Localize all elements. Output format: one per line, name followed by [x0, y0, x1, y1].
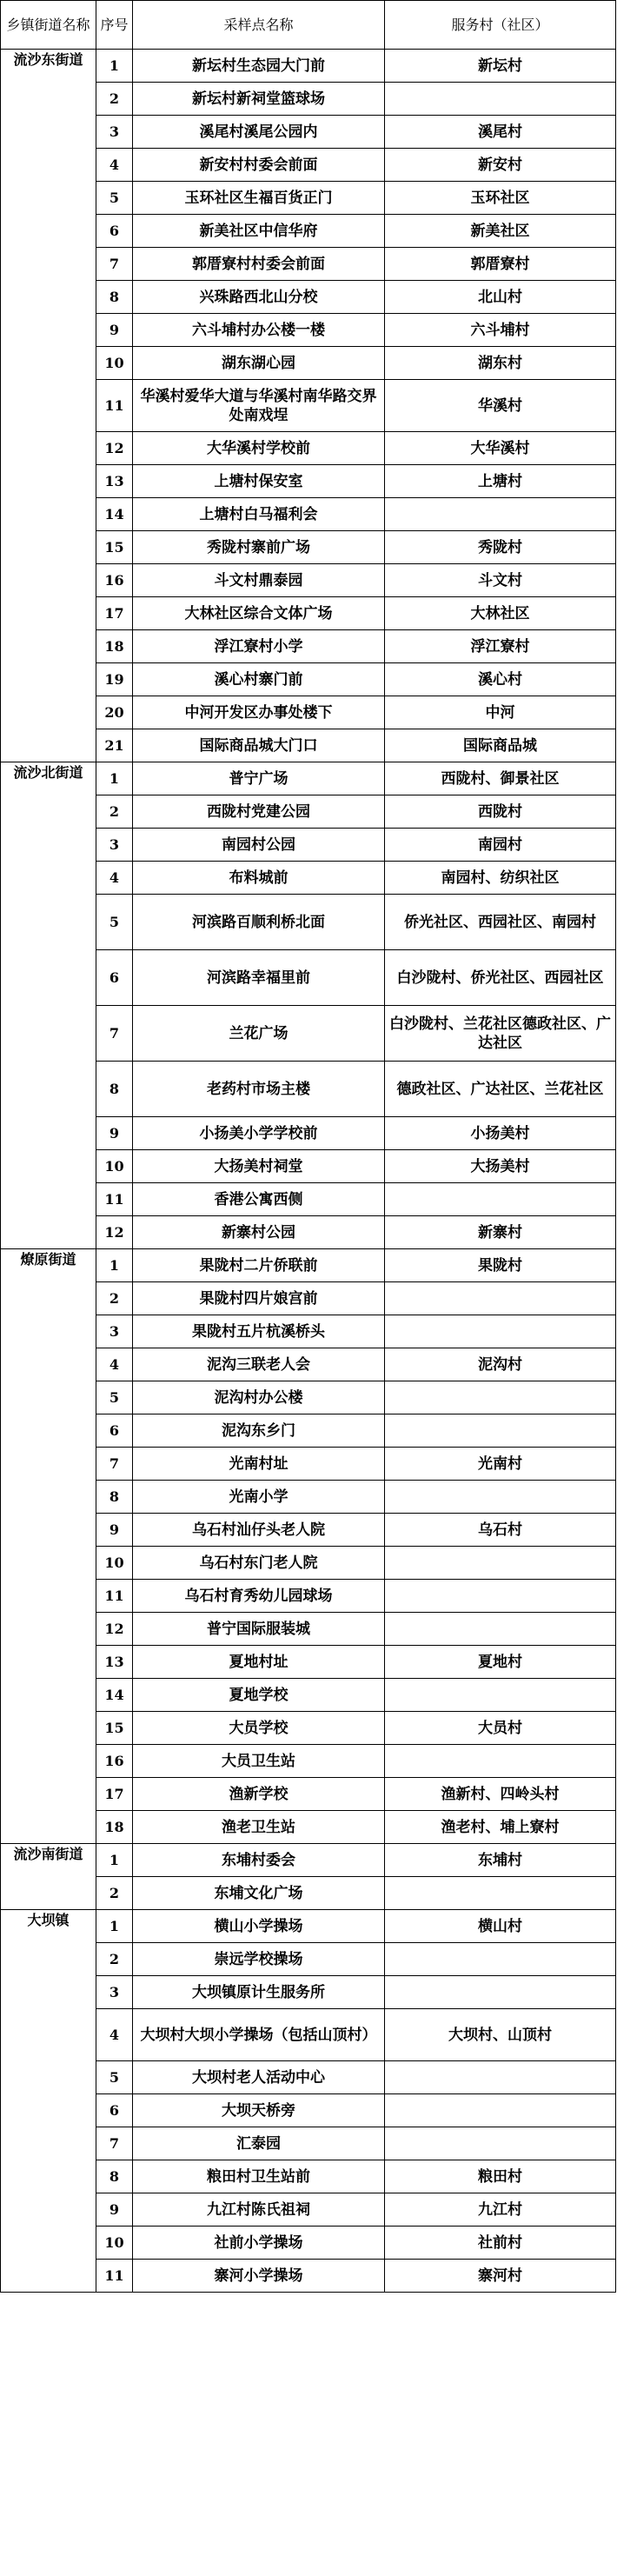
service-village: 渔新村、四岭头村	[385, 1778, 616, 1811]
service-village	[385, 1976, 616, 2009]
row-number: 2	[96, 795, 133, 829]
row-number: 21	[96, 729, 133, 762]
row-number: 11	[96, 2260, 133, 2293]
sampling-site-name: 国际商品城大门口	[133, 729, 385, 762]
sampling-site-name: 大员学校	[133, 1712, 385, 1745]
table-body	[1, 50, 616, 2293]
service-village: 溪心村	[385, 663, 616, 696]
row-number: 9	[96, 2193, 133, 2227]
table-row	[1, 762, 616, 795]
sampling-site-name: 上塘村保安室	[133, 465, 385, 498]
header-service-village: 服务村（社区）	[385, 1, 616, 50]
service-village: 乌石村	[385, 1514, 616, 1547]
sampling-site-name: 寨河小学操场	[133, 2260, 385, 2293]
service-village: 大扬美村	[385, 1150, 616, 1183]
sampling-site-name: 崇远学校操场	[133, 1943, 385, 1976]
service-village: 新寨村	[385, 1216, 616, 1249]
row-number: 6	[96, 2094, 133, 2127]
service-village	[385, 1183, 616, 1216]
row-number: 9	[96, 1514, 133, 1547]
service-village: 华溪村	[385, 380, 616, 432]
row-number: 5	[96, 182, 133, 215]
row-number: 4	[96, 1348, 133, 1381]
row-number: 10	[96, 1150, 133, 1183]
service-village: 小扬美村	[385, 1117, 616, 1150]
sampling-site-name: 光南村址	[133, 1448, 385, 1481]
row-number: 10	[96, 347, 133, 380]
header-site-name: 采样点名称	[133, 1, 385, 50]
sampling-site-name: 渔老卫生站	[133, 1811, 385, 1844]
sampling-site-name: 大坝天桥旁	[133, 2094, 385, 2127]
row-number: 14	[96, 498, 133, 531]
row-number: 2	[96, 1943, 133, 1976]
service-village: 果陇村	[385, 1249, 616, 1282]
service-village: 泥沟村	[385, 1348, 616, 1381]
service-village: 新美社区	[385, 215, 616, 248]
row-number: 13	[96, 1646, 133, 1679]
header-number: 序号	[96, 1, 133, 50]
service-village: 玉环社区	[385, 182, 616, 215]
row-number: 9	[96, 314, 133, 347]
row-number: 4	[96, 2009, 133, 2061]
sampling-site-name: 郭厝寮村村委会前面	[133, 248, 385, 281]
service-village	[385, 1315, 616, 1348]
service-village: 秀陇村	[385, 531, 616, 564]
row-number: 16	[96, 1745, 133, 1778]
row-number: 6	[96, 1414, 133, 1448]
service-village: 寨河村	[385, 2260, 616, 2293]
row-number: 6	[96, 950, 133, 1006]
service-village	[385, 2094, 616, 2127]
service-village: 大坝村、山顶村	[385, 2009, 616, 2061]
service-village	[385, 1877, 616, 1910]
row-number: 3	[96, 116, 133, 149]
row-number: 14	[96, 1679, 133, 1712]
row-number: 3	[96, 829, 133, 862]
sampling-site-name: 溪尾村溪尾公园内	[133, 116, 385, 149]
row-number: 18	[96, 1811, 133, 1844]
service-village: 新坛村	[385, 50, 616, 83]
row-number: 9	[96, 1117, 133, 1150]
sampling-site-name: 夏地村址	[133, 1646, 385, 1679]
service-village	[385, 1481, 616, 1514]
sampling-site-name: 河滨路百顺利桥北面	[133, 895, 385, 950]
row-number: 12	[96, 432, 133, 465]
sampling-site-name: 乌石村汕仔头老人院	[133, 1514, 385, 1547]
sampling-site-name: 大扬美村祠堂	[133, 1150, 385, 1183]
row-number: 8	[96, 1062, 133, 1117]
row-number: 11	[96, 1183, 133, 1216]
row-number: 2	[96, 1877, 133, 1910]
sampling-site-name: 泥沟东乡门	[133, 1414, 385, 1448]
service-village: 白沙陇村、侨光社区、西园社区	[385, 950, 616, 1006]
service-village: 西陇村	[385, 795, 616, 829]
table-row	[1, 50, 616, 83]
sampling-site-name: 新美社区中信华府	[133, 215, 385, 248]
sampling-site-name: 西陇村党建公园	[133, 795, 385, 829]
row-number: 5	[96, 895, 133, 950]
sampling-site-name: 六斗埔村办公楼一楼	[133, 314, 385, 347]
sampling-site-name: 汇泰园	[133, 2127, 385, 2160]
service-village: 南园村	[385, 829, 616, 862]
sampling-site-name: 河滨路幸福里前	[133, 950, 385, 1006]
row-number: 3	[96, 1976, 133, 2009]
row-number: 5	[96, 1381, 133, 1414]
sampling-site-name: 普宁国际服装城	[133, 1613, 385, 1646]
row-number: 18	[96, 630, 133, 663]
sampling-site-name: 渔新学校	[133, 1778, 385, 1811]
sampling-site-name: 社前小学操场	[133, 2227, 385, 2260]
row-number: 7	[96, 248, 133, 281]
sampling-site-name: 大坝村大坝小学操场（包括山顶村）	[133, 2009, 385, 2061]
sampling-site-name: 兴珠路西北山分校	[133, 281, 385, 314]
row-number: 4	[96, 149, 133, 182]
row-number: 11	[96, 380, 133, 432]
town-name: 燎原街道	[1, 1249, 96, 1844]
row-number: 20	[96, 696, 133, 729]
service-village: 侨光社区、西园社区、南园村	[385, 895, 616, 950]
row-number: 7	[96, 1448, 133, 1481]
service-village	[385, 1943, 616, 1976]
sampling-site-name: 秀陇村寨前广场	[133, 531, 385, 564]
row-number: 10	[96, 2227, 133, 2260]
service-village: 西陇村、御景社区	[385, 762, 616, 795]
row-number: 1	[96, 1844, 133, 1877]
row-number: 3	[96, 1315, 133, 1348]
sampling-site-name: 普宁广场	[133, 762, 385, 795]
service-village: 渔老村、埔上寮村	[385, 1811, 616, 1844]
row-number: 10	[96, 1547, 133, 1580]
service-village: 中河	[385, 696, 616, 729]
table-row	[1, 1249, 616, 1282]
row-number: 17	[96, 1778, 133, 1811]
service-village: 大员村	[385, 1712, 616, 1745]
service-village	[385, 2127, 616, 2160]
service-village: 德政社区、广达社区、兰花社区	[385, 1062, 616, 1117]
sampling-site-name: 光南小学	[133, 1481, 385, 1514]
service-village: 九江村	[385, 2193, 616, 2227]
sampling-site-name: 大林社区综合文体广场	[133, 597, 385, 630]
service-village: 大华溪村	[385, 432, 616, 465]
service-village	[385, 1580, 616, 1613]
sampling-site-name: 斗文村鼎泰园	[133, 564, 385, 597]
row-number: 13	[96, 465, 133, 498]
town-name: 流沙北街道	[1, 762, 96, 1249]
service-village	[385, 1547, 616, 1580]
service-village	[385, 498, 616, 531]
service-village: 夏地村	[385, 1646, 616, 1679]
row-number: 1	[96, 50, 133, 83]
service-village: 新安村	[385, 149, 616, 182]
service-village: 东埔村	[385, 1844, 616, 1877]
row-number: 5	[96, 2061, 133, 2094]
service-village: 湖东村	[385, 347, 616, 380]
sampling-site-name: 华溪村爱华大道与华溪村南华路交界处南戏埕	[133, 380, 385, 432]
town-name: 流沙南街道	[1, 1844, 96, 1910]
sampling-site-name: 大坝村老人活动中心	[133, 2061, 385, 2094]
service-village	[385, 2061, 616, 2094]
service-village: 上塘村	[385, 465, 616, 498]
sampling-site-name: 香港公寓西侧	[133, 1183, 385, 1216]
service-village: 六斗埔村	[385, 314, 616, 347]
service-village	[385, 1613, 616, 1646]
sampling-site-name: 溪心村寨门前	[133, 663, 385, 696]
table-header	[1, 1, 616, 50]
sampling-site-name: 泥沟村办公楼	[133, 1381, 385, 1414]
sampling-site-name: 果陇村五片杭溪桥头	[133, 1315, 385, 1348]
service-village	[385, 1381, 616, 1414]
sampling-site-name: 新安村村委会前面	[133, 149, 385, 182]
sampling-site-name: 粮田村卫生站前	[133, 2160, 385, 2193]
sampling-site-name: 乌石村东门老人院	[133, 1547, 385, 1580]
service-village	[385, 1414, 616, 1448]
sampling-site-name: 东埔文化广场	[133, 1877, 385, 1910]
sampling-site-name: 大员卫生站	[133, 1745, 385, 1778]
sampling-site-name: 上塘村白马福利会	[133, 498, 385, 531]
row-number: 8	[96, 2160, 133, 2193]
sampling-site-name: 九江村陈氏祖祠	[133, 2193, 385, 2227]
sampling-site-name: 夏地学校	[133, 1679, 385, 1712]
service-village: 北山村	[385, 281, 616, 314]
header-town: 乡镇街道名称	[1, 1, 96, 50]
sampling-site-name: 湖东湖心园	[133, 347, 385, 380]
row-number: 19	[96, 663, 133, 696]
sampling-site-name: 中河开发区办事处楼下	[133, 696, 385, 729]
row-number: 11	[96, 1580, 133, 1613]
header-row	[1, 1, 616, 50]
service-village: 横山村	[385, 1910, 616, 1943]
sampling-site-name: 横山小学操场	[133, 1910, 385, 1943]
sampling-site-name: 新坛村生态园大门前	[133, 50, 385, 83]
service-village: 溪尾村	[385, 116, 616, 149]
row-number: 12	[96, 1216, 133, 1249]
service-village: 浮江寮村	[385, 630, 616, 663]
row-number: 12	[96, 1613, 133, 1646]
sampling-site-name: 大华溪村学校前	[133, 432, 385, 465]
row-number: 1	[96, 762, 133, 795]
service-village: 国际商品城	[385, 729, 616, 762]
row-number: 6	[96, 215, 133, 248]
sampling-site-name: 浮江寮村小学	[133, 630, 385, 663]
sampling-site-name: 大坝镇原计生服务所	[133, 1976, 385, 2009]
sampling-site-name: 新寨村公园	[133, 1216, 385, 1249]
sampling-site-name: 泥沟三联老人会	[133, 1348, 385, 1381]
service-village: 白沙陇村、兰花社区德政社区、广达社区	[385, 1006, 616, 1062]
row-number: 15	[96, 1712, 133, 1745]
sampling-site-name: 玉环社区生福百货正门	[133, 182, 385, 215]
sampling-site-name: 果陇村二片侨联前	[133, 1249, 385, 1282]
row-number: 7	[96, 1006, 133, 1062]
service-village: 粮田村	[385, 2160, 616, 2193]
row-number: 17	[96, 597, 133, 630]
row-number: 2	[96, 1282, 133, 1315]
sampling-site-name: 老药村市场主楼	[133, 1062, 385, 1117]
service-village	[385, 83, 616, 116]
row-number: 1	[96, 1249, 133, 1282]
service-village: 斗文村	[385, 564, 616, 597]
row-number: 15	[96, 531, 133, 564]
row-number: 2	[96, 83, 133, 116]
row-number: 16	[96, 564, 133, 597]
service-village	[385, 1282, 616, 1315]
service-village: 社前村	[385, 2227, 616, 2260]
town-name: 流沙东街道	[1, 50, 96, 762]
sampling-site-name: 布料城前	[133, 862, 385, 895]
sampling-site-name: 乌石村育秀幼儿园球场	[133, 1580, 385, 1613]
service-village: 郭厝寮村	[385, 248, 616, 281]
sampling-site-name: 果陇村四片娘宫前	[133, 1282, 385, 1315]
service-village	[385, 1679, 616, 1712]
sampling-site-name: 南园村公园	[133, 829, 385, 862]
sampling-site-name: 新坛村新祠堂篮球场	[133, 83, 385, 116]
service-village: 南园村、纺织社区	[385, 862, 616, 895]
table-row	[1, 1844, 616, 1877]
row-number: 8	[96, 1481, 133, 1514]
row-number: 7	[96, 2127, 133, 2160]
row-number: 4	[96, 862, 133, 895]
row-number: 1	[96, 1910, 133, 1943]
town-name: 大坝镇	[1, 1910, 96, 2293]
sampling-site-name: 东埔村委会	[133, 1844, 385, 1877]
sampling-site-name: 小扬美小学学校前	[133, 1117, 385, 1150]
table-row	[1, 1910, 616, 1943]
sampling-site-name: 兰花广场	[133, 1006, 385, 1062]
service-village: 光南村	[385, 1448, 616, 1481]
service-village: 大林社区	[385, 597, 616, 630]
row-number: 8	[96, 281, 133, 314]
service-village	[385, 1745, 616, 1778]
